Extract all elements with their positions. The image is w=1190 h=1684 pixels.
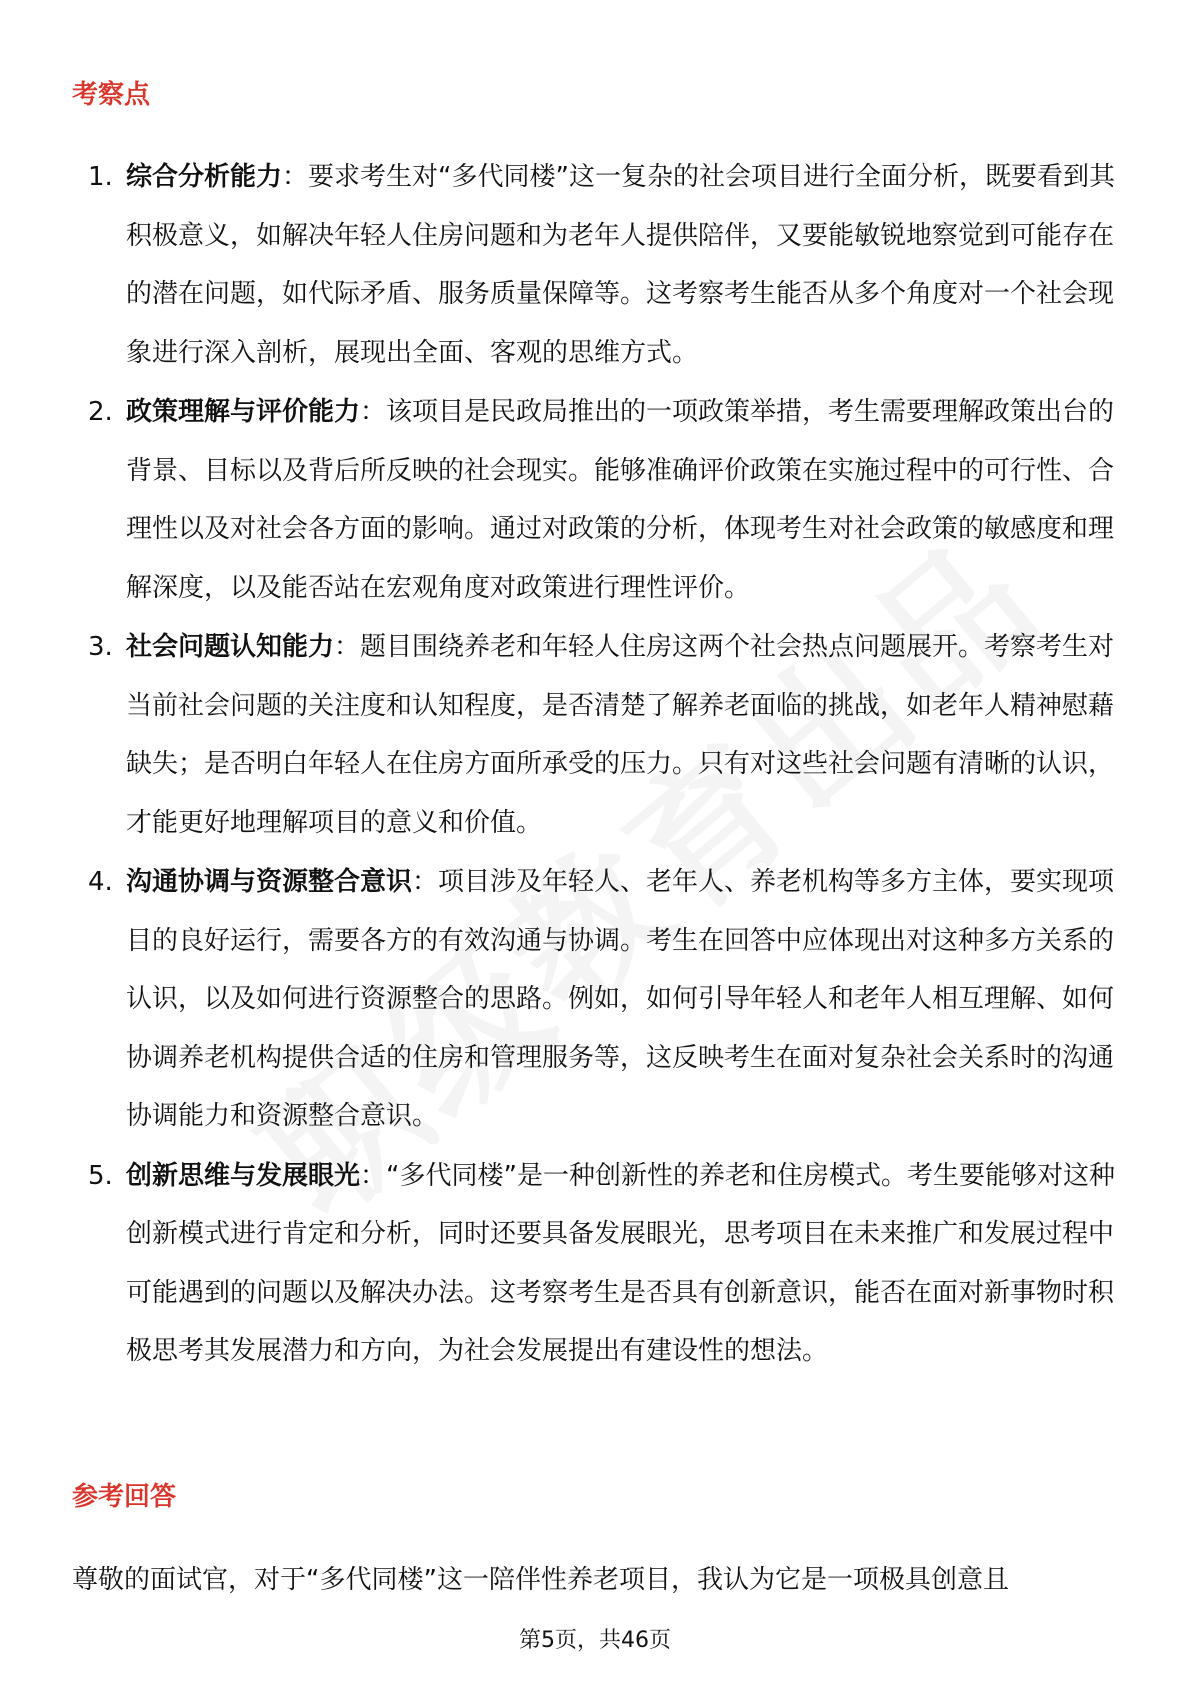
section-title-reference-answer: 参考回答	[72, 1482, 177, 1512]
list-item	[0, 618, 1190, 852]
list-item-number: 1.	[88, 162, 113, 192]
page-footer: 第5页，共46页	[519, 1628, 671, 1653]
list-item-text: ：“多代同楼”是一种创新性的养老和住房模式。考生要能够对这种创新模式进行肯定和分析，同时还要具备发展眼光，思考项目在未来推广和发展过程中可能遇到的问题以及解决办法。这考察考生是否具有创新意识，能否在面对新事物时积极思考其发展潜力和方向，为社会发展提出有建设性的想法。	[126, 1160, 1115, 1366]
list-item-keyword: 创新思维与发展眼光	[126, 1160, 361, 1191]
list-item-keyword: 综合分析能力	[126, 162, 283, 192]
list-item	[0, 383, 1190, 617]
list-item	[0, 853, 1190, 1146]
list-item-text: ：要求考生对“多代同楼”这一复杂的社会项目进行全面分析，既要看到其积极意义，如解决年轻人住房问题和为老年人提供陪伴，又要能敏锐地察觉到可能存在的潜在问题，如代际矛盾、服务质量保障等。这考察考生能否从多个角度对一个社会现象进行深入剖析，展现出全面、客观的思维方式。	[126, 162, 1115, 368]
list-item-text: ：项目涉及年轻人、老年人、养老机构等多方主体，要实现项目的良好运行，需要各方的有效沟通与协调。考生在回答中应体现出对这种多方关系的认识，以及如何进行资源整合的思路。例如，如何引导年轻人和老年人相互理解、如何协调养老机构提供合适的住房和管理服务等，这反映考生在面对复杂社会关系时的沟通协调能力和资源整合意识。	[126, 867, 1115, 1131]
list-item-number: 2.	[88, 397, 113, 427]
list-item-keyword: 社会问题认知能力	[126, 632, 335, 662]
list-item	[0, 148, 1190, 382]
section-title-exam-points: 考察点	[72, 80, 151, 110]
list-item-number: 5.	[88, 1160, 113, 1191]
list-item	[0, 1147, 1190, 1381]
list-item-text: ：该项目是民政局推出的一项政策举措，考生需要理解政策出台的背景、目标以及背后所反映的社会现实。能够准确评价政策在实施过程中的可行性、合理性以及对社会各方面的影响。通过对政策的分析，体现考生对社会政策的敏感度和理解深度，以及能否站在宏观角度对政策进行理性评价。	[126, 397, 1115, 603]
list-item-keyword: 政策理解与评价能力	[126, 397, 361, 427]
answer-paragraph: 尊敬的面试官，对于“多代同楼”这一陪伴性养老项目，我认为它是一项极具创意且	[72, 1565, 1009, 1595]
list-item-number: 3.	[88, 632, 113, 662]
list-item-text: ：题目围绕养老和年轻人住房这两个社会热点问题展开。考察考生对当前社会问题的关注度和认知程度，是否清楚了解养老面临的挑战，如老年人精神慰藉缺失；是否明白年轻人在住房方面所承受的压力。只有对这些社会问题有清晰的认识，才能更好地理解项目的意义和价值。	[126, 632, 1115, 838]
list-item-keyword: 沟通协调与资源整合意识	[126, 867, 413, 897]
list-item-number: 4.	[88, 867, 113, 897]
exam-points-list	[0, 148, 1190, 1382]
